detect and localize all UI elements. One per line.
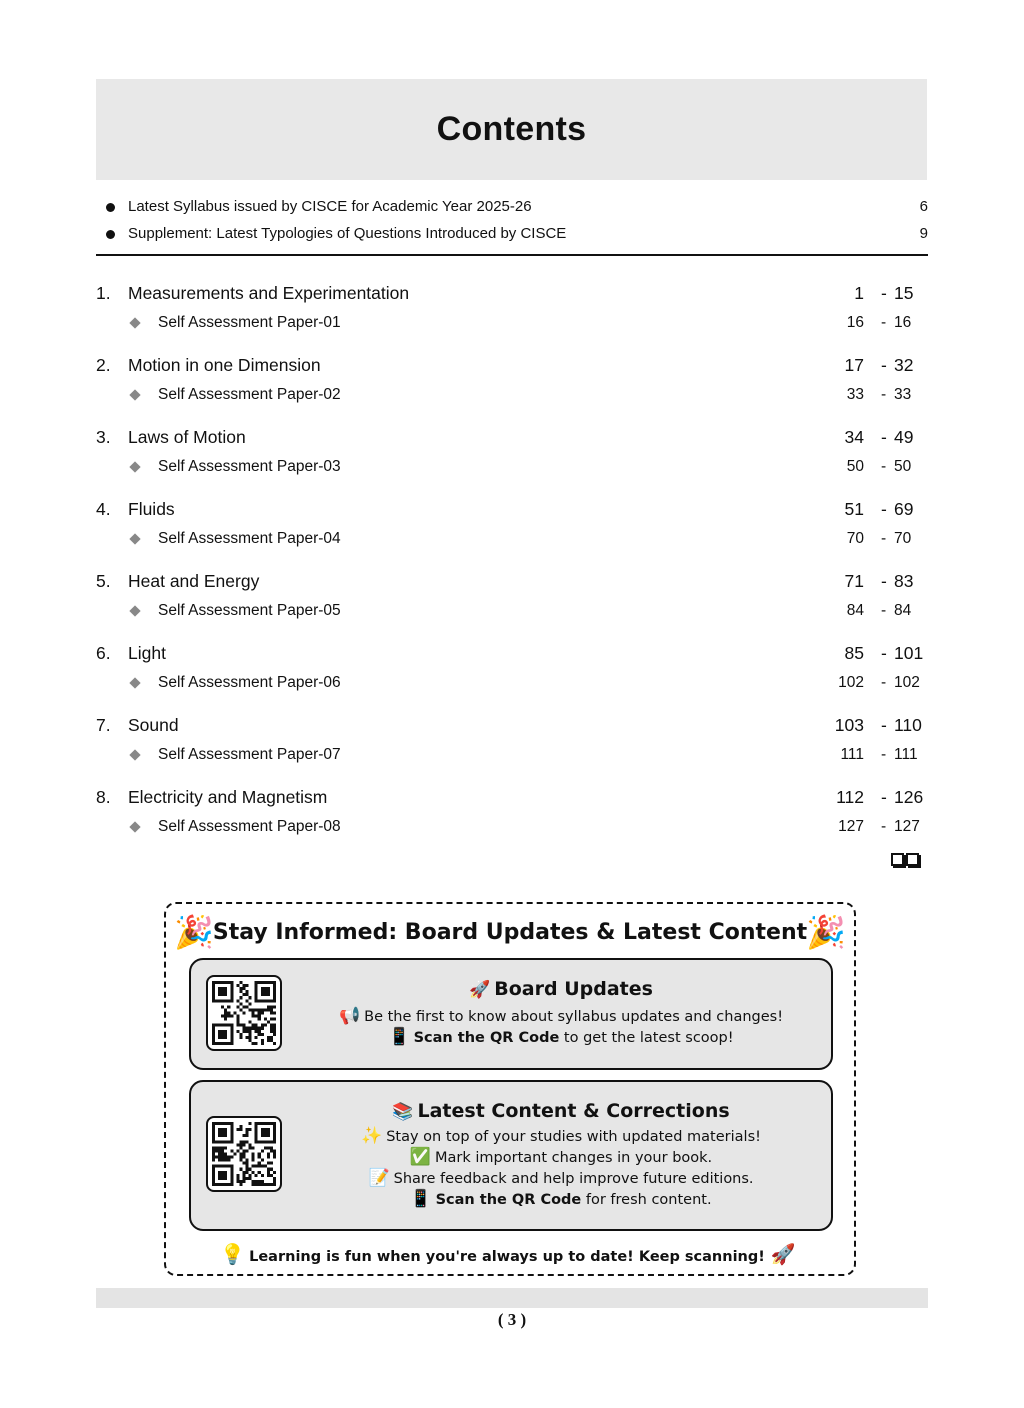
page-dash: - (881, 602, 887, 619)
chapter-number: 3. (96, 427, 111, 447)
chapter-row[interactable] (96, 281, 928, 307)
chapter-number: 2. (96, 355, 111, 375)
sub-entry-row[interactable] (96, 600, 928, 624)
light-bulb-icon: 💡 (220, 1242, 246, 1266)
preliminary-list (96, 196, 928, 250)
chapter-title: Fluids (128, 499, 175, 519)
page-dash: - (881, 571, 887, 591)
board-updates-card (189, 958, 833, 1070)
qr-code-icon (212, 1122, 276, 1186)
sub-entry-row[interactable] (96, 528, 928, 552)
latest-content-line-text: Stay on top of your studies with updated materials! (386, 1129, 761, 1145)
divider (96, 254, 928, 256)
page-dash: - (881, 355, 887, 375)
item-page: 9 (919, 225, 928, 242)
page-to: 110 (894, 715, 922, 735)
page-to: 84 (894, 602, 912, 619)
chapter-row[interactable] (96, 785, 928, 811)
sub-entry-title: Self Assessment Paper-07 (158, 746, 341, 763)
page-to: 50 (894, 458, 912, 475)
square-icon (891, 853, 904, 866)
chapter-entry (96, 569, 928, 641)
latest-content-card (189, 1080, 833, 1231)
board-updates-title-text: Board Updates (494, 978, 653, 1000)
party-popper-icon: 🎉 (806, 913, 846, 951)
square-icon (906, 853, 919, 866)
page-dash: - (881, 283, 887, 303)
latest-content-title-text: Latest Content & Corrections (417, 1100, 730, 1122)
page-dash: - (881, 643, 887, 663)
latest-content-line (301, 1147, 821, 1168)
page-from: 50 (846, 458, 864, 475)
item-page: 6 (919, 198, 928, 215)
sub-entry-row[interactable] (96, 672, 928, 696)
sub-entry-row[interactable] (96, 816, 928, 840)
page-dash: - (881, 458, 887, 475)
page-dash: - (881, 530, 887, 547)
sub-entry-title: Self Assessment Paper-02 (158, 386, 341, 403)
latest-content-body (301, 1082, 821, 1210)
latest-content-line-text: Share feedback and help improve future editions. (393, 1171, 754, 1187)
sub-entry-title: Self Assessment Paper-06 (158, 674, 341, 691)
diamond-bullet-icon (129, 749, 140, 760)
chapter-title: Measurements and Experimentation (128, 283, 410, 303)
board-updates-title (301, 978, 821, 1000)
latest-content-scan-line (301, 1189, 821, 1210)
diamond-bullet-icon (129, 533, 140, 544)
board-updates-line-text: Be the first to know about syllabus updates and changes! (364, 1009, 784, 1025)
page-from: 33 (846, 386, 864, 403)
sub-entry-title: Self Assessment Paper-03 (158, 458, 341, 475)
chapter-row[interactable] (96, 497, 928, 523)
page-from: 16 (846, 314, 864, 331)
page-title: Contents (436, 110, 587, 148)
latest-content-line (301, 1126, 821, 1147)
qr-code-latest-content[interactable] (206, 1116, 282, 1192)
chapter-row[interactable] (96, 713, 928, 739)
sub-entry-row[interactable] (96, 744, 928, 768)
chapter-number: 5. (96, 571, 111, 591)
diamond-bullet-icon (129, 461, 140, 472)
page-to: 101 (894, 643, 924, 663)
chapter-entry (96, 281, 928, 353)
item-title: Latest Syllabus issued by CISCE for Academic Year 2025-26 (128, 198, 532, 215)
chapter-entry (96, 641, 928, 713)
page-from: 51 (844, 499, 864, 519)
chapter-title: Laws of Motion (128, 427, 246, 447)
page-dash: - (881, 386, 887, 403)
page-from: 85 (844, 643, 864, 663)
chapter-entry (96, 497, 928, 569)
page-to: 127 (894, 818, 920, 835)
scan-qr-label: Scan the QR Code (435, 1192, 582, 1208)
promo-heading: Stay Informed: Board Updates & Latest Content (212, 920, 808, 945)
promo-footer (166, 1242, 854, 1266)
qr-code-icon (212, 981, 276, 1045)
page-from: 34 (844, 427, 864, 447)
promo-footer-text: Learning is fun when you're always up to date! Keep scanning! (249, 1249, 765, 1265)
chapter-row[interactable] (96, 569, 928, 595)
chapter-number: 8. (96, 787, 111, 807)
page-dash: - (881, 427, 887, 447)
scan-qr-rest: to get the latest scoop! (559, 1030, 734, 1046)
page-from: 71 (844, 571, 864, 591)
page-dash: - (881, 715, 887, 735)
page-to: 111 (894, 746, 918, 763)
list-item[interactable] (96, 196, 928, 223)
latest-content-title (301, 1100, 821, 1122)
chapter-number: 6. (96, 643, 111, 663)
page-from: 102 (838, 674, 864, 691)
page-number: ( 3 ) (497, 1310, 527, 1329)
page-to: 102 (894, 674, 920, 691)
party-popper-icon: 🎉 (174, 913, 214, 951)
chapter-entry (96, 353, 928, 425)
chapter-title: Electricity and Magnetism (128, 787, 328, 807)
diamond-bullet-icon (129, 317, 140, 328)
chapter-row[interactable] (96, 353, 928, 379)
stay-informed-box (164, 902, 856, 1276)
sub-entry-row[interactable] (96, 384, 928, 408)
check-mark-icon: ✅ (409, 1147, 432, 1167)
sub-entry-row[interactable] (96, 456, 928, 480)
page-to: 33 (894, 386, 912, 403)
page-from: 1 (854, 283, 864, 303)
sub-entry-title: Self Assessment Paper-04 (158, 530, 341, 547)
contents-header (96, 79, 927, 180)
phone-icon: 📱 (410, 1189, 432, 1209)
chapter-entry (96, 713, 928, 785)
page-dash: - (881, 746, 887, 763)
page-from: 103 (834, 715, 864, 735)
page-dash: - (881, 787, 887, 807)
diamond-bullet-icon (129, 677, 140, 688)
page-to: 83 (894, 571, 914, 591)
page-dash: - (881, 818, 887, 835)
page-dash: - (881, 314, 887, 331)
sub-entry-title: Self Assessment Paper-01 (158, 314, 341, 331)
page-from: 127 (838, 818, 864, 835)
qr-code-board-updates[interactable] (206, 975, 282, 1051)
footer-bar (96, 1288, 928, 1308)
page-from: 17 (844, 355, 864, 375)
chapter-title: Heat and Energy (128, 571, 260, 591)
latest-content-line (301, 1168, 821, 1189)
page-dash: - (881, 674, 887, 691)
chapter-title: Light (128, 643, 166, 663)
board-updates-line (301, 1006, 821, 1027)
sub-entry-title: Self Assessment Paper-05 (158, 602, 341, 619)
latest-content-line-text: Mark important changes in your book. (435, 1150, 713, 1166)
diamond-bullet-icon (129, 389, 140, 400)
chapter-row[interactable] (96, 425, 928, 451)
page-from: 84 (846, 602, 864, 619)
chapter-number: 4. (96, 499, 111, 519)
bullet-icon (106, 230, 115, 239)
chapter-title: Motion in one Dimension (128, 355, 321, 375)
chapter-number: 7. (96, 715, 111, 735)
page-from: 112 (836, 787, 864, 807)
bullet-icon (106, 203, 115, 212)
phone-icon: 📱 (388, 1027, 410, 1047)
end-of-list-mark (891, 853, 919, 866)
chapter-entry (96, 425, 928, 497)
megaphone-icon: 📢 (338, 1006, 361, 1026)
list-item[interactable] (96, 223, 928, 250)
scan-qr-rest: for fresh content. (581, 1192, 712, 1208)
scan-qr-label: Scan the QR Code (413, 1030, 560, 1046)
page-from: 111 (840, 746, 864, 763)
chapter-title: Sound (128, 715, 179, 735)
page-to: 70 (894, 530, 912, 547)
page-to: 126 (894, 787, 924, 807)
rocket-icon: 🚀 (770, 1242, 796, 1266)
item-title: Supplement: Latest Typologies of Questions Introduced by CISCE (128, 225, 567, 242)
page-to: 49 (894, 427, 914, 447)
page-dash: - (881, 499, 887, 519)
chapter-row[interactable] (96, 641, 928, 667)
chapter-entry (96, 785, 928, 857)
rocket-icon: 🚀 (469, 980, 491, 1000)
sub-entry-title: Self Assessment Paper-08 (158, 818, 341, 835)
books-icon: 📚 (392, 1102, 414, 1122)
board-updates-body (301, 960, 821, 1048)
table-of-contents (96, 281, 928, 857)
board-updates-scan-line (301, 1027, 821, 1048)
diamond-bullet-icon (129, 605, 140, 616)
chapter-number: 1. (96, 283, 111, 303)
sub-entry-row[interactable] (96, 312, 928, 336)
page-to: 69 (894, 499, 914, 519)
memo-icon: 📝 (368, 1168, 390, 1188)
page-to: 16 (894, 314, 912, 331)
page-to: 15 (894, 283, 914, 303)
page-from: 70 (846, 530, 864, 547)
diamond-bullet-icon (129, 821, 140, 832)
sparkles-icon: ✨ (361, 1126, 383, 1146)
page-to: 32 (894, 355, 914, 375)
